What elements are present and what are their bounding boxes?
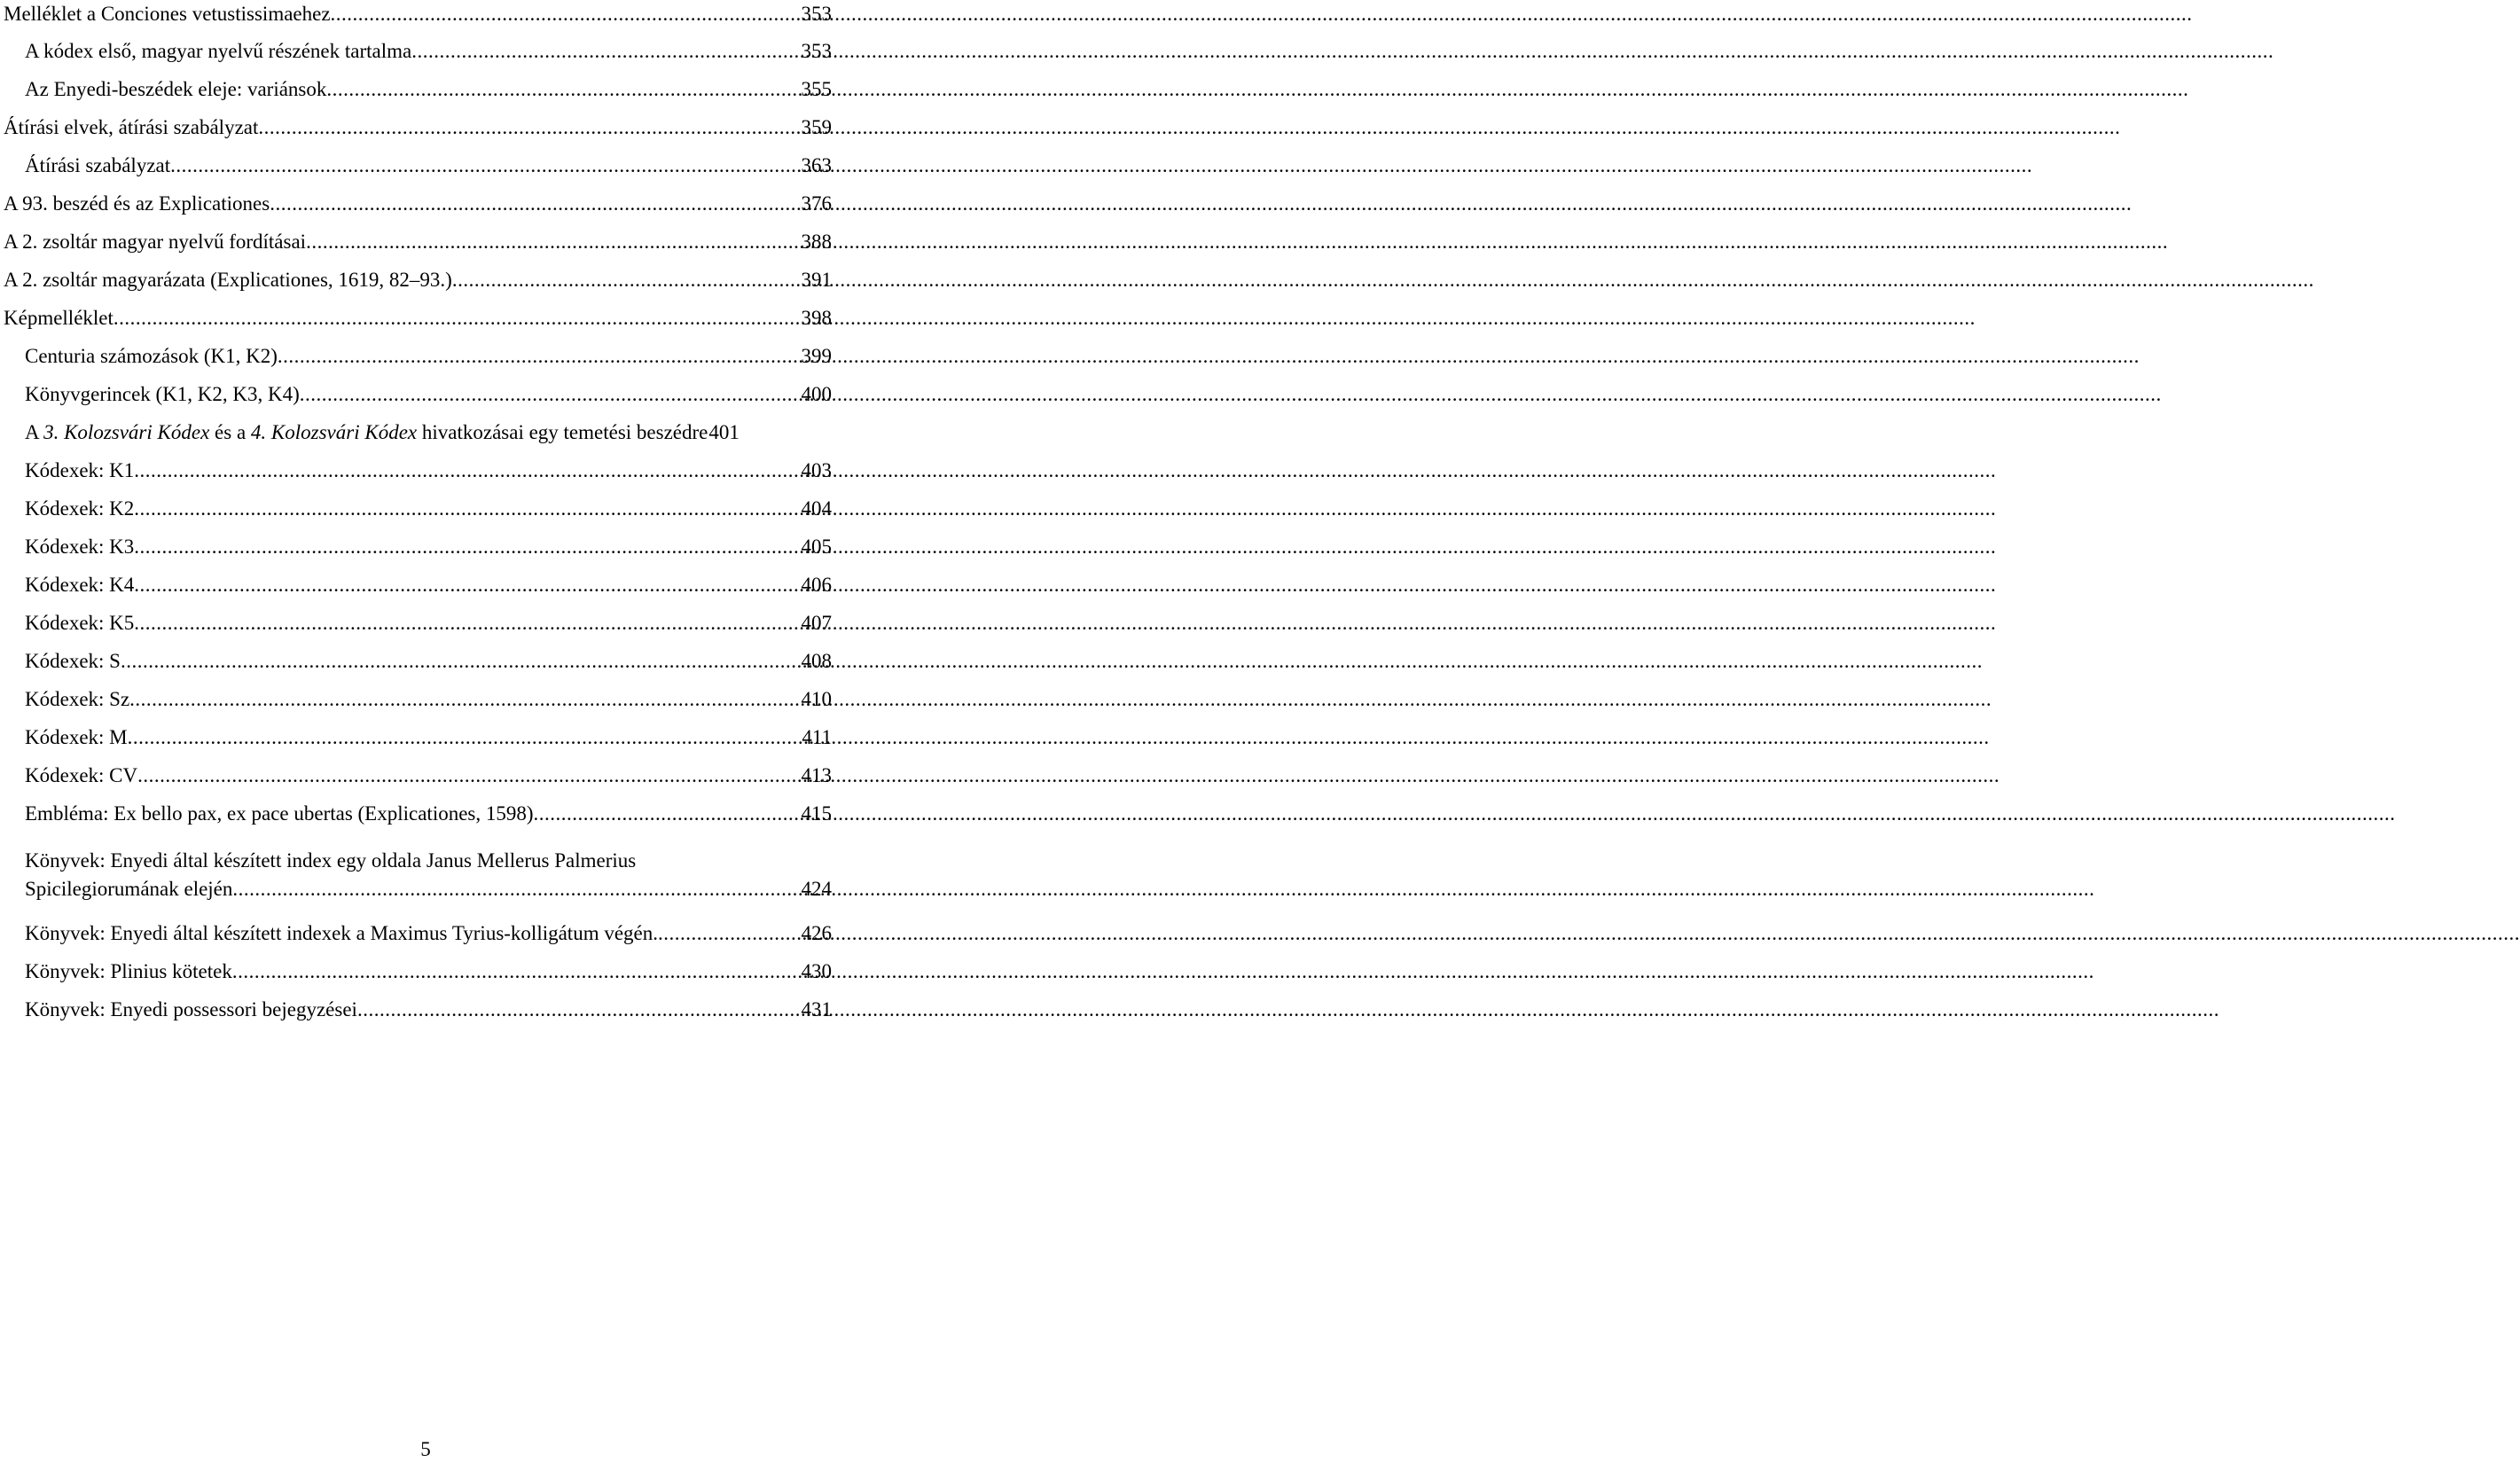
toc-entry [25,457,832,485]
toc-entry [25,75,832,104]
toc-entry-title: Könyvek: Enyedi által készített indexek a Maximus Tyrius-kolligátum végén. [25,922,658,944]
toc-entry-title [25,418,708,447]
toc-entry [25,958,832,986]
toc-entry-page: 408 [801,650,832,672]
dot-leader [121,647,801,676]
toc-entry [4,113,832,142]
dot-leader [134,609,800,637]
toc-entry-page: 430 [801,960,832,982]
dot-leader [658,919,801,948]
toc-entry-page: 415 [801,802,832,825]
toc-entry [25,571,832,599]
toc-entry-page: 399 [801,345,832,367]
toc-entry [25,152,832,180]
toc-entry-title: Az Enyedi-beszédek eleje: variánsok [25,78,327,100]
toc-entry-title: Könyvek: Enyedi possessori bejegyzései [25,998,357,1020]
title-part: A [25,421,44,443]
toc-entry-title: Kódexek: K2 [25,497,135,520]
toc-entry-page: 398 [801,307,832,329]
toc-entry-page: 413 [801,764,832,786]
toc-entry-title: Melléklet a Conciones vetustissimaehez [4,3,331,25]
title-part: hivatkozásai egy temetési beszédre [417,421,708,443]
toc-entry-page: 426 [801,922,832,944]
toc-entry [4,304,832,332]
dot-leader [232,958,801,986]
toc-entry [25,37,832,66]
toc-entry-page: 376 [801,192,832,215]
toc-entry-title: Kódexek: Sz [25,688,130,710]
dot-leader [300,380,801,409]
toc-entry [25,609,832,637]
toc-entry [25,342,832,371]
dot-leader [128,723,802,752]
toc-entry-page: 404 [801,497,832,520]
toc-entry-title: Könyvgerincek (K1, K2, K3, K4) [25,383,300,405]
toc-entry [4,266,832,294]
toc-entry-title: Kódexek: K1 [25,459,135,481]
dot-leader [278,342,801,371]
toc-entry [4,0,832,28]
toc-entry-page: 403 [801,459,832,481]
toc-entry-page: 355 [801,78,832,100]
dot-leader [452,266,801,294]
toc-entry [25,380,832,409]
toc-entry-page: 391 [801,269,832,291]
dot-leader [306,228,800,256]
dot-leader [326,75,800,104]
toc-entry [25,723,832,752]
toc-entry [4,228,832,256]
toc-entry-title: Spicilegiorumának elején [25,878,233,900]
toc-entry-page: 411 [802,726,832,748]
page-number: 5 [420,1438,431,1460]
toc-entry-title: Kódexek: M [25,726,128,748]
toc-entry-page: 407 [801,612,832,634]
dot-leader [331,0,801,28]
toc-entry [25,647,832,676]
toc-entry-title: Kódexek: CV [25,764,138,786]
toc-entry-page: 353 [801,3,832,25]
toc-entry-page: 363 [801,154,832,176]
toc-entry-page: 359 [801,116,832,138]
dot-leader [534,800,801,828]
toc-entry-title: Könyvek: Plinius kötetek [25,960,232,982]
toc-entry-title: A 2. zsoltár magyarázata (Explicationes, 1619, 82–93.) [4,269,452,291]
dot-leader [134,533,800,561]
toc-entry-page: 406 [801,574,832,596]
dot-leader [129,685,800,714]
toc-entry [25,762,832,790]
toc-entry [25,996,832,1024]
dot-leader [113,304,801,332]
dot-leader [134,495,800,523]
toc-entry-title: Kódexek: K5 [25,612,135,634]
title-part-italic: 4. Kolozsvári Kódex [250,421,418,443]
toc-entry-page: 400 [801,383,832,405]
toc-entry-title: A 2. zsoltár magyar nyelvű fordításai [4,231,307,253]
toc-entry-page: 401 [708,421,740,443]
dot-leader [411,37,800,66]
title-part-italic: 3. Kolozsvári Kódex [43,421,210,443]
toc-entry-title: Átírási szabályzat [25,154,171,176]
toc-entry [25,919,832,948]
toc-entry-page: 353 [801,40,832,62]
toc-entry-title: Átírási elvek, átírási szabályzat [4,116,259,138]
toc-entry [4,190,832,218]
dot-leader [170,152,800,180]
toc-entry-page: 388 [801,231,832,253]
toc-entry-page: 410 [801,688,832,710]
toc-entry-title: Kódexek: K3 [25,536,135,558]
dot-leader [232,875,800,903]
toc-entry-title: Embléma: Ex bello pax, ex pace ubertas (Explicationes, 1598) [25,802,534,825]
toc-entry-title: A 93. beszéd és az Explicationes [4,192,270,215]
dot-leader [357,996,801,1024]
toc-entry [25,418,832,447]
dot-leader [270,190,800,218]
toc-entry [25,533,832,561]
toc-entry-title: A kódex első, magyar nyelvű részének tartalma [25,40,412,62]
toc-entry-multiline [25,847,832,903]
dot-leader [134,571,800,599]
toc-entry-page: 424 [801,878,832,900]
toc-entry [25,685,832,714]
toc-entry-title: Kódexek: S [25,650,121,672]
toc-entry-title: Kódexek: K4 [25,574,135,596]
dot-leader [258,113,800,142]
toc-entry [25,495,832,523]
toc-entry [25,800,832,828]
dot-leader [137,762,800,790]
toc-entry-page: 405 [801,536,832,558]
toc-entry-page: 431 [801,998,832,1020]
toc-entry-title: Centuria számozások (K1, K2) [25,345,278,367]
toc-entry-title-line1: Könyvek: Enyedi által készített index egy oldala Janus Mellerus Palmerius [25,849,637,872]
dot-leader [134,457,800,485]
title-part: és a [209,421,251,443]
toc-entry-title: Képmelléklet [4,307,113,329]
